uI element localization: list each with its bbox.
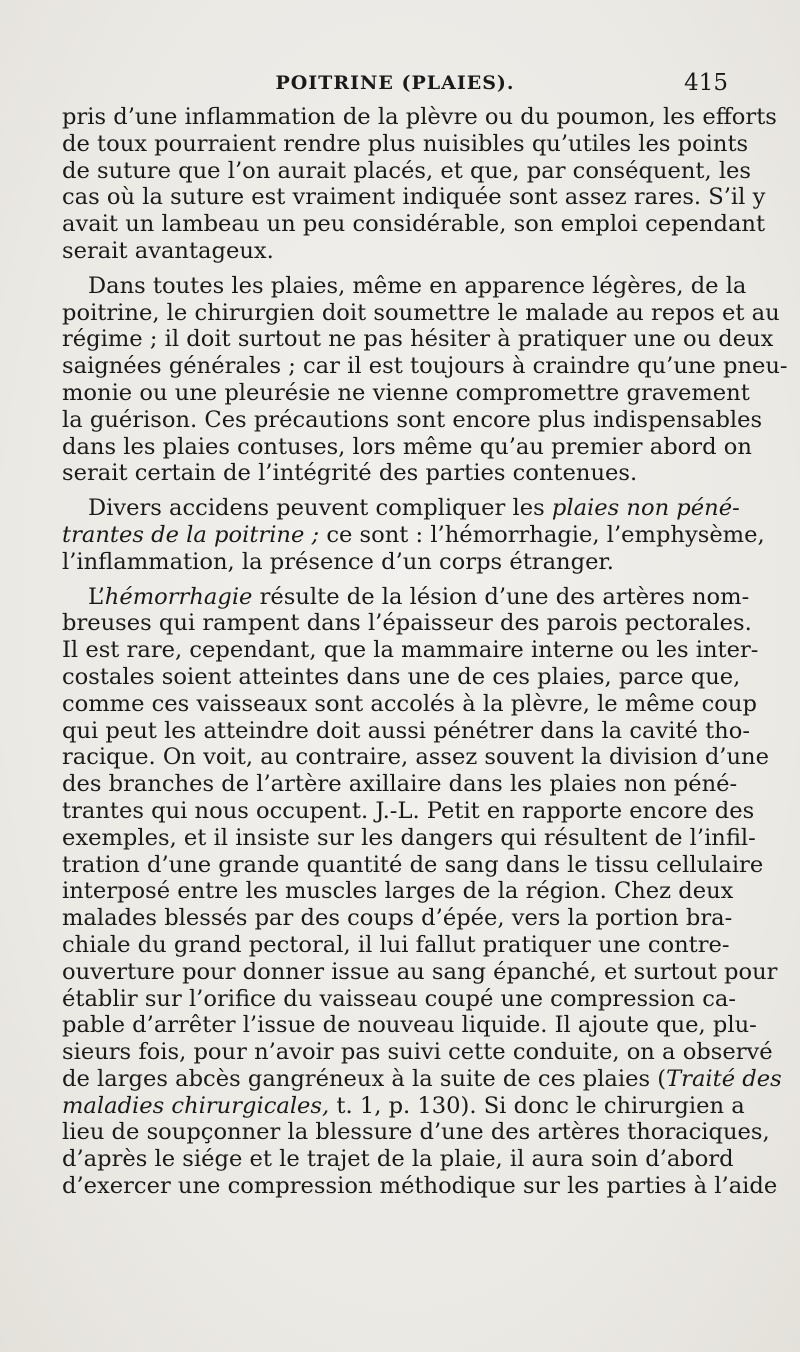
text-line: de suture que l’on aurait placés, et que, par conséquent, les — [62, 157, 752, 184]
text-line: Dans toutes les plaies, même en apparence légères, de la — [88, 272, 747, 299]
text-line: avait un lambeau un peu considérable, son emploi cependant — [62, 211, 766, 238]
text-line: trantes de la poitrine ; ce sont : l’hémorrhagie, l’emphysème, — [62, 521, 765, 548]
text-line: pris d’une inflammation de la plèvre ou du poumon, les efforts — [62, 104, 777, 130]
text-line: costales soient atteintes dans une de ces plaies, parce que, — [62, 663, 741, 690]
italic-text: Traité des — [666, 1065, 782, 1092]
text-line: qui peut les atteindre doit aussi pénétrer dans la cavité tho- — [62, 717, 750, 744]
paragraph-gap — [62, 265, 728, 273]
text-line: d’exercer une compression méthodique sur les parties à l’aide — [62, 1173, 778, 1200]
text-line: serait certain de l’intégrité des parties contenues. — [62, 460, 638, 487]
text-line: de toux pourraient rendre plus nuisibles qu’utiles les points — [62, 130, 749, 157]
paragraph — [62, 104, 777, 265]
text-line: interposé entre les muscles larges de la région. Chez deux — [62, 878, 734, 905]
text-line: des branches de l’artère axillaire dans les plaies non péné- — [62, 771, 738, 798]
text-line: régime ; il doit surtout ne pas hésiter à pratiquer une ou deux — [62, 326, 774, 353]
page-number: 415 — [684, 70, 728, 96]
paragraph — [62, 272, 788, 487]
text-line: exemples, et il insiste sur les dangers qui résultent de l’infil- — [62, 824, 756, 851]
text-line: poitrine, le chirurgien doit soumettre le malade au repos et au — [62, 299, 780, 326]
italic-text: hémorrhagie — [104, 583, 253, 610]
text-line: sieurs fois, pour n’avoir pas suivi cette conduite, on a observé — [62, 1039, 773, 1066]
text-line: cas où la suture est vraiment indiquée sont assez rares. S’il y — [62, 184, 766, 211]
italic-text: trantes de la poitrine ; — [62, 521, 320, 548]
text-line: ouverture pour donner issue au sang épanché, et surtout pour — [62, 958, 778, 985]
text-line: de larges abcès gangréneux à la suite de ces plaies (Traité des — [62, 1065, 782, 1092]
paragraph-gap — [62, 576, 728, 584]
text-line: dans les plaies contuses, lors même qu’au premier abord on — [62, 433, 752, 460]
text-line: serait avantageux. — [62, 237, 274, 264]
text-line: chiale du grand pectoral, il lui fallut pratiquer une contre- — [62, 931, 730, 958]
paragraph — [62, 583, 782, 1200]
text-line: saignées générales ; car il est toujours à craindre qu’une pneu- — [62, 353, 788, 380]
text-line: malades blessés par des coups d’épée, vers la portion bra- — [62, 905, 733, 932]
italic-text: plaies non péné- — [551, 495, 740, 522]
text-line: établir sur l’orifice du vaisseau coupé une compression ca- — [62, 985, 736, 1012]
paragraph — [62, 495, 765, 575]
running-header — [62, 66, 728, 100]
text-line: maladies chirurgicales, t. 1, p. 130). Si donc le chirurgien a — [62, 1092, 745, 1119]
text-line: racique. On voit, au contraire, assez souvent la division d’une — [62, 744, 769, 771]
text-line: trantes qui nous occupent. J.-L. Petit en rapporte encore des — [62, 797, 755, 824]
body-text — [62, 104, 788, 1200]
text-line: comme ces vaisseaux sont accolés à la plèvre, le même coup — [62, 690, 757, 717]
text-line: d’après le siége et le trajet de la plaie, il aura soin d’abord — [62, 1146, 734, 1173]
running-title: POITRINE (PLAIES). — [275, 72, 515, 94]
text-line: L’hémorrhagie résulte de la lésion d’une des artères nom- — [88, 583, 750, 610]
italic-text: maladies chirurgicales, — [62, 1092, 330, 1119]
text-line: monie ou une pleurésie ne vienne compromettre gravement — [62, 379, 750, 406]
text-line: la guérison. Ces précautions sont encore plus indispensables — [62, 406, 763, 433]
text-line: Il est rare, cependant, que la mammaire interne ou les inter- — [62, 637, 759, 664]
text-line: l’inflammation, la présence d’un corps étranger. — [62, 548, 614, 575]
text-line: tration d’une grande quantité de sang dans le tissu cellulaire — [62, 851, 764, 878]
text-line: breuses qui rampent dans l’épaisseur des parois pectorales. — [62, 610, 752, 637]
text-line: Divers accidens peuvent compliquer les plaies non péné- — [88, 495, 740, 522]
paragraph-gap — [62, 487, 728, 495]
text-line: pable d’arrêter l’issue de nouveau liquide. Il ajoute que, plu- — [62, 1012, 757, 1039]
text-line: lieu de soupçonner la blessure d’une des artères thoraciques, — [62, 1119, 770, 1146]
